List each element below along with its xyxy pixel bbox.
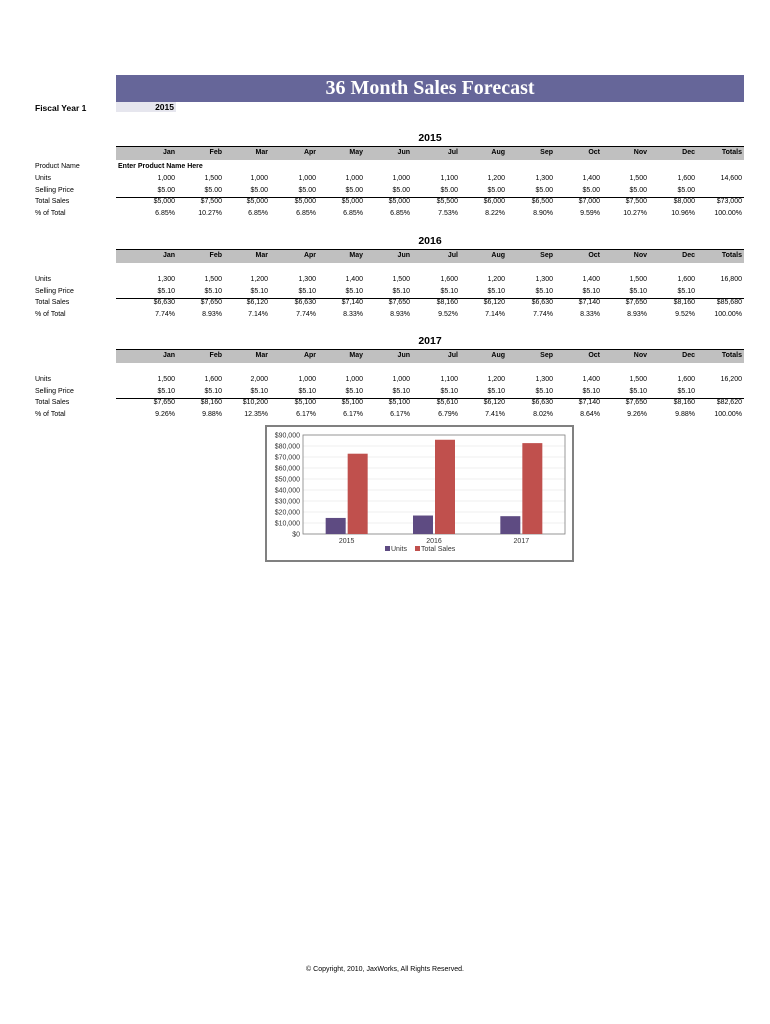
cell-price[interactable]: $5.00 xyxy=(487,186,505,194)
cell-price[interactable]: $5.10 xyxy=(392,387,410,395)
total-sales-rule xyxy=(116,298,744,299)
cell-pct: 8.93% xyxy=(627,310,647,318)
cell-price[interactable]: $5.10 xyxy=(629,287,647,295)
cell-units[interactable]: 1,100 xyxy=(440,376,458,383)
cell-pct: 8.93% xyxy=(390,310,410,318)
cell-units[interactable]: 1,500 xyxy=(204,276,222,283)
cell-sales: $5,100 xyxy=(388,399,410,406)
cell-pct: 7.74% xyxy=(533,310,553,318)
cell-sales: $5,100 xyxy=(294,399,316,406)
cell-pct: 7.14% xyxy=(248,310,268,318)
cell-units[interactable]: 1,600 xyxy=(440,276,458,283)
cell-units[interactable]: 1,500 xyxy=(629,376,647,383)
month-header-oct: Oct xyxy=(588,252,600,259)
month-header-mar: Mar xyxy=(255,352,268,359)
cell-sales: $5,000 xyxy=(388,198,410,205)
cell-units[interactable]: 1,200 xyxy=(250,276,268,283)
cell-units[interactable]: 1,500 xyxy=(629,276,647,283)
cell-pct: 8.02% xyxy=(533,410,553,418)
month-header-jun: Jun xyxy=(397,252,410,259)
month-header-row xyxy=(116,249,744,263)
cell-pct: 9.59% xyxy=(580,209,600,217)
cell-sales: $6,500 xyxy=(531,198,553,205)
cell-units[interactable]: 1,500 xyxy=(392,276,410,283)
cell-units[interactable]: 1,500 xyxy=(157,376,175,383)
month-header-row xyxy=(116,349,744,363)
month-header-dec: Dec xyxy=(682,352,695,359)
cell-price[interactable]: $5.10 xyxy=(629,387,647,395)
month-header-row xyxy=(116,146,744,160)
total-sales-rule xyxy=(116,197,744,198)
x-tick-label: 2016 xyxy=(426,538,442,545)
cell-price[interactable]: $5.10 xyxy=(392,287,410,295)
cell-sales-total: $73,000 xyxy=(716,198,742,205)
cell-price[interactable]: $5.00 xyxy=(440,186,458,194)
cell-units[interactable]: 1,400 xyxy=(345,276,363,283)
cell-sales: $5,500 xyxy=(436,198,458,205)
cell-units[interactable]: 1,300 xyxy=(535,276,553,283)
cell-price[interactable]: $5.10 xyxy=(204,387,222,395)
row-label-sales: Total Sales xyxy=(35,198,70,205)
cell-pct: 9.26% xyxy=(155,410,175,418)
row-label-price: Selling Price xyxy=(35,186,74,194)
cell-sales: $7,500 xyxy=(625,198,647,205)
month-header-apr: Apr xyxy=(303,149,316,156)
cell-sales: $7,140 xyxy=(578,299,600,306)
year-title: 2017 xyxy=(418,335,442,347)
cell-pct: 8.33% xyxy=(580,310,600,318)
cell-price[interactable]: $5.10 xyxy=(535,387,553,395)
y-tick-label: $40,000 xyxy=(274,487,300,495)
cell-pct: 6.17% xyxy=(296,410,316,418)
bar-total-sales xyxy=(348,454,368,534)
month-header-sep: Sep xyxy=(540,252,553,259)
cell-pct: 10.96% xyxy=(671,209,695,217)
sales-chart-svg xyxy=(267,427,572,560)
bar-units xyxy=(500,516,520,534)
fiscal-year-label: Fiscal Year 1 xyxy=(35,103,87,113)
cell-price[interactable]: $5.10 xyxy=(204,287,222,295)
cell-pct: 10.27% xyxy=(198,209,222,217)
legend-label: Total Sales xyxy=(421,546,456,553)
cell-price[interactable]: $5.00 xyxy=(345,186,363,194)
cell-units[interactable]: 1,300 xyxy=(157,276,175,283)
cell-price[interactable]: $5.00 xyxy=(677,186,695,194)
cell-sales: $7,140 xyxy=(341,299,363,306)
month-header-aug: Aug xyxy=(491,252,505,259)
cell-sales: $6,120 xyxy=(246,299,268,306)
cell-sales: $6,000 xyxy=(483,198,505,205)
cell-price[interactable]: $5.10 xyxy=(298,387,316,395)
cell-pct: 6.17% xyxy=(343,410,363,418)
cell-pct: 6.17% xyxy=(390,410,410,418)
x-tick-label: 2017 xyxy=(513,538,530,545)
cell-units[interactable]: 2,000 xyxy=(250,376,268,383)
cell-units-total: 16,800 xyxy=(720,276,742,283)
cell-units[interactable]: 1,600 xyxy=(677,376,695,383)
cell-price[interactable]: $5.00 xyxy=(392,186,410,194)
cell-units[interactable]: 1,000 xyxy=(392,376,410,383)
cell-pct: 9.52% xyxy=(675,310,695,318)
cell-sales: $6,630 xyxy=(153,299,175,306)
cell-pct: 9.26% xyxy=(627,410,647,418)
month-header-mar: Mar xyxy=(255,149,268,156)
cell-sales: $5,000 xyxy=(246,198,268,205)
cell-sales: $6,120 xyxy=(483,399,505,406)
month-header-may: May xyxy=(349,252,363,259)
cell-units-total: 14,600 xyxy=(720,175,742,182)
month-header-feb: Feb xyxy=(209,252,222,259)
cell-price[interactable]: $5.10 xyxy=(157,287,175,295)
cell-sales: $7,000 xyxy=(578,198,600,205)
y-tick-label: $70,000 xyxy=(274,454,300,462)
y-tick-label: $30,000 xyxy=(274,498,300,506)
cell-units[interactable]: 1,400 xyxy=(582,376,600,383)
cell-pct: 8.64% xyxy=(580,410,600,418)
y-tick-label: $50,000 xyxy=(274,476,300,484)
cell-sales: $5,000 xyxy=(294,198,316,205)
cell-sales: $5,100 xyxy=(341,399,363,406)
cell-price[interactable]: $5.00 xyxy=(157,186,175,194)
cell-price[interactable]: $5.10 xyxy=(677,287,695,295)
month-header-dec: Dec xyxy=(682,252,695,259)
y-tick-label: $90,000 xyxy=(274,432,300,440)
cell-pct: 6.85% xyxy=(390,209,410,217)
cell-units[interactable]: 1,200 xyxy=(487,276,505,283)
cell-price[interactable]: $5.00 xyxy=(535,186,553,194)
cell-price[interactable]: $5.00 xyxy=(298,186,316,194)
cell-pct: 6.79% xyxy=(438,410,458,418)
bar-total-sales xyxy=(522,443,542,534)
cell-pct: 6.85% xyxy=(296,209,316,217)
cell-units[interactable]: 1,400 xyxy=(582,175,600,182)
cell-price[interactable]: $5.00 xyxy=(250,186,268,194)
cell-units[interactable]: 1,000 xyxy=(345,376,363,383)
bar-total-sales xyxy=(435,440,455,534)
cell-pct: 7.74% xyxy=(155,310,175,318)
cell-sales: $6,630 xyxy=(294,299,316,306)
month-header-nov: Nov xyxy=(633,149,647,156)
month-header-sep: Sep xyxy=(540,352,553,359)
cell-price[interactable]: $5.10 xyxy=(157,387,175,395)
month-header-jun: Jun xyxy=(397,149,410,156)
cell-units[interactable]: 1,600 xyxy=(677,175,695,182)
cell-units[interactable]: 1,000 xyxy=(157,175,175,182)
cell-sales: $7,140 xyxy=(578,399,600,406)
row-label-units: Units xyxy=(35,175,51,182)
cell-units[interactable]: 1,200 xyxy=(487,175,505,182)
row-label-sales: Total Sales xyxy=(35,399,70,406)
cell-pct: 7.14% xyxy=(485,310,505,318)
cell-sales: $7,650 xyxy=(153,399,175,406)
cell-units[interactable]: 1,000 xyxy=(345,175,363,182)
month-header-jul: Jul xyxy=(447,149,458,156)
cell-units[interactable]: 1,300 xyxy=(535,175,553,182)
cell-sales: $6,120 xyxy=(483,299,505,306)
cell-pct: 8.22% xyxy=(485,209,505,217)
cell-pct: 9.88% xyxy=(675,410,695,418)
month-header-oct: Oct xyxy=(588,149,600,156)
cell-units[interactable]: 1,500 xyxy=(204,175,222,182)
cell-pct: 9.88% xyxy=(202,410,222,418)
cell-sales: $5,000 xyxy=(341,198,363,205)
cell-pct: 12.35% xyxy=(244,410,268,418)
cell-units[interactable]: 1,000 xyxy=(298,376,316,383)
cell-price[interactable]: $5.10 xyxy=(535,287,553,295)
cell-sales: $7,500 xyxy=(200,198,222,205)
totals-header: Totals xyxy=(721,149,742,156)
legend-label: Units xyxy=(391,546,407,553)
cell-sales: $8,160 xyxy=(673,299,695,306)
month-header-jan: Jan xyxy=(162,149,175,156)
month-header-oct: Oct xyxy=(588,352,600,359)
cell-price[interactable]: $5.00 xyxy=(204,186,222,194)
sales-chart xyxy=(265,425,574,562)
month-header-may: May xyxy=(349,352,363,359)
y-tick-label: $10,000 xyxy=(274,520,300,528)
row-label-product-name: Product Name xyxy=(35,163,80,170)
cell-price[interactable]: $5.10 xyxy=(298,287,316,295)
cell-units[interactable]: 1,200 xyxy=(487,376,505,383)
totals-header: Totals xyxy=(721,252,742,259)
cell-units-total: 16,200 xyxy=(720,376,742,383)
cell-units[interactable]: 1,100 xyxy=(440,175,458,182)
cell-price[interactable]: $5.10 xyxy=(582,287,600,295)
cell-units[interactable]: 1,300 xyxy=(298,276,316,283)
cell-pct: 7.53% xyxy=(438,209,458,217)
cell-price[interactable]: $5.10 xyxy=(677,387,695,395)
cell-pct: 6.85% xyxy=(155,209,175,217)
legend-swatch xyxy=(385,546,390,551)
cell-pct-total: 100.00% xyxy=(714,209,742,217)
cell-pct: 10.27% xyxy=(623,209,647,217)
month-header-apr: Apr xyxy=(303,252,316,259)
cell-price[interactable]: $5.10 xyxy=(440,387,458,395)
cell-sales: $5,000 xyxy=(153,198,175,205)
bar-units xyxy=(413,516,433,534)
month-header-jul: Jul xyxy=(447,352,458,359)
row-label-sales: Total Sales xyxy=(35,299,70,306)
y-tick-label: $0 xyxy=(292,531,300,539)
cell-sales: $8,160 xyxy=(200,399,222,406)
cell-units[interactable]: 1,600 xyxy=(204,376,222,383)
row-label-price: Selling Price xyxy=(35,287,74,295)
cell-units[interactable]: 1,400 xyxy=(582,276,600,283)
row-label-units: Units xyxy=(35,376,51,383)
month-header-feb: Feb xyxy=(209,149,222,156)
cell-sales: $6,630 xyxy=(531,399,553,406)
row-label-pct: % of Total xyxy=(35,209,66,217)
month-header-jul: Jul xyxy=(447,252,458,259)
month-header-aug: Aug xyxy=(491,352,505,359)
month-header-dec: Dec xyxy=(682,149,695,156)
cell-units[interactable]: 1,000 xyxy=(392,175,410,182)
cell-sales-total: $85,680 xyxy=(716,299,742,306)
month-header-jan: Jan xyxy=(162,252,175,259)
row-label-pct: % of Total xyxy=(35,410,66,418)
y-tick-label: $20,000 xyxy=(274,509,300,517)
copyright-footer: © Copyright, 2010, JaxWorks, All Rights Reserved. xyxy=(306,966,464,973)
cell-pct-total: 100.00% xyxy=(714,410,742,418)
cell-sales: $8,160 xyxy=(673,399,695,406)
month-header-nov: Nov xyxy=(633,252,647,259)
row-label-price: Selling Price xyxy=(35,387,74,395)
y-tick-label: $80,000 xyxy=(274,443,300,451)
cell-units[interactable]: 1,000 xyxy=(250,175,268,182)
cell-price[interactable]: $5.10 xyxy=(250,387,268,395)
bar-units xyxy=(326,518,346,534)
cell-units[interactable]: 1,000 xyxy=(298,175,316,182)
year-title: 2015 xyxy=(418,132,442,144)
cell-sales-total: $82,620 xyxy=(716,399,742,406)
month-header-may: May xyxy=(349,149,363,156)
month-header-jan: Jan xyxy=(162,352,175,359)
cell-price[interactable]: $5.10 xyxy=(582,387,600,395)
cell-units[interactable]: 1,500 xyxy=(629,175,647,182)
cell-sales: $6,630 xyxy=(531,299,553,306)
cell-price[interactable]: $5.10 xyxy=(487,287,505,295)
row-label-pct: % of Total xyxy=(35,310,66,318)
cell-price[interactable]: $5.10 xyxy=(250,287,268,295)
cell-pct: 8.93% xyxy=(202,310,222,318)
cell-sales: $7,650 xyxy=(388,299,410,306)
cell-price[interactable]: $5.10 xyxy=(440,287,458,295)
month-header-nov: Nov xyxy=(633,352,647,359)
cell-price[interactable]: $5.00 xyxy=(629,186,647,194)
row-label-units: Units xyxy=(35,276,51,283)
cell-sales: $7,650 xyxy=(200,299,222,306)
cell-price[interactable]: $5.10 xyxy=(345,287,363,295)
total-sales-rule xyxy=(116,398,744,399)
cell-pct: 8.90% xyxy=(533,209,553,217)
cell-pct: 6.85% xyxy=(343,209,363,217)
cell-sales: $7,650 xyxy=(625,399,647,406)
month-header-feb: Feb xyxy=(209,352,222,359)
cell-pct-total: 100.00% xyxy=(714,310,742,318)
cell-pct: 7.74% xyxy=(296,310,316,318)
cell-pct: 8.33% xyxy=(343,310,363,318)
cell-units[interactable]: 1,600 xyxy=(677,276,695,283)
cell-pct: 9.52% xyxy=(438,310,458,318)
cell-sales: $7,650 xyxy=(625,299,647,306)
legend-swatch xyxy=(415,546,420,551)
cell-pct: 7.41% xyxy=(485,410,505,418)
cell-price[interactable]: $5.10 xyxy=(487,387,505,395)
page-title: 36 Month Sales Forecast xyxy=(116,75,744,102)
fiscal-year-input[interactable]: 2015 xyxy=(116,102,176,112)
cell-sales: $8,000 xyxy=(673,198,695,205)
totals-header: Totals xyxy=(721,352,742,359)
cell-price[interactable]: $5.00 xyxy=(582,186,600,194)
cell-price[interactable]: $5.10 xyxy=(345,387,363,395)
cell-units[interactable]: 1,300 xyxy=(535,376,553,383)
month-header-aug: Aug xyxy=(491,149,505,156)
month-header-mar: Mar xyxy=(255,252,268,259)
cell-sales: $8,160 xyxy=(436,299,458,306)
cell-sales: $5,610 xyxy=(436,399,458,406)
month-header-sep: Sep xyxy=(540,149,553,156)
month-header-apr: Apr xyxy=(303,352,316,359)
product-name-input[interactable]: Enter Product Name Here xyxy=(118,163,203,170)
x-tick-label: 2015 xyxy=(338,538,355,545)
cell-pct: 6.85% xyxy=(248,209,268,217)
cell-sales: $10,200 xyxy=(242,399,268,406)
y-tick-label: $60,000 xyxy=(274,465,300,473)
month-header-jun: Jun xyxy=(397,352,410,359)
year-title: 2016 xyxy=(418,235,442,247)
